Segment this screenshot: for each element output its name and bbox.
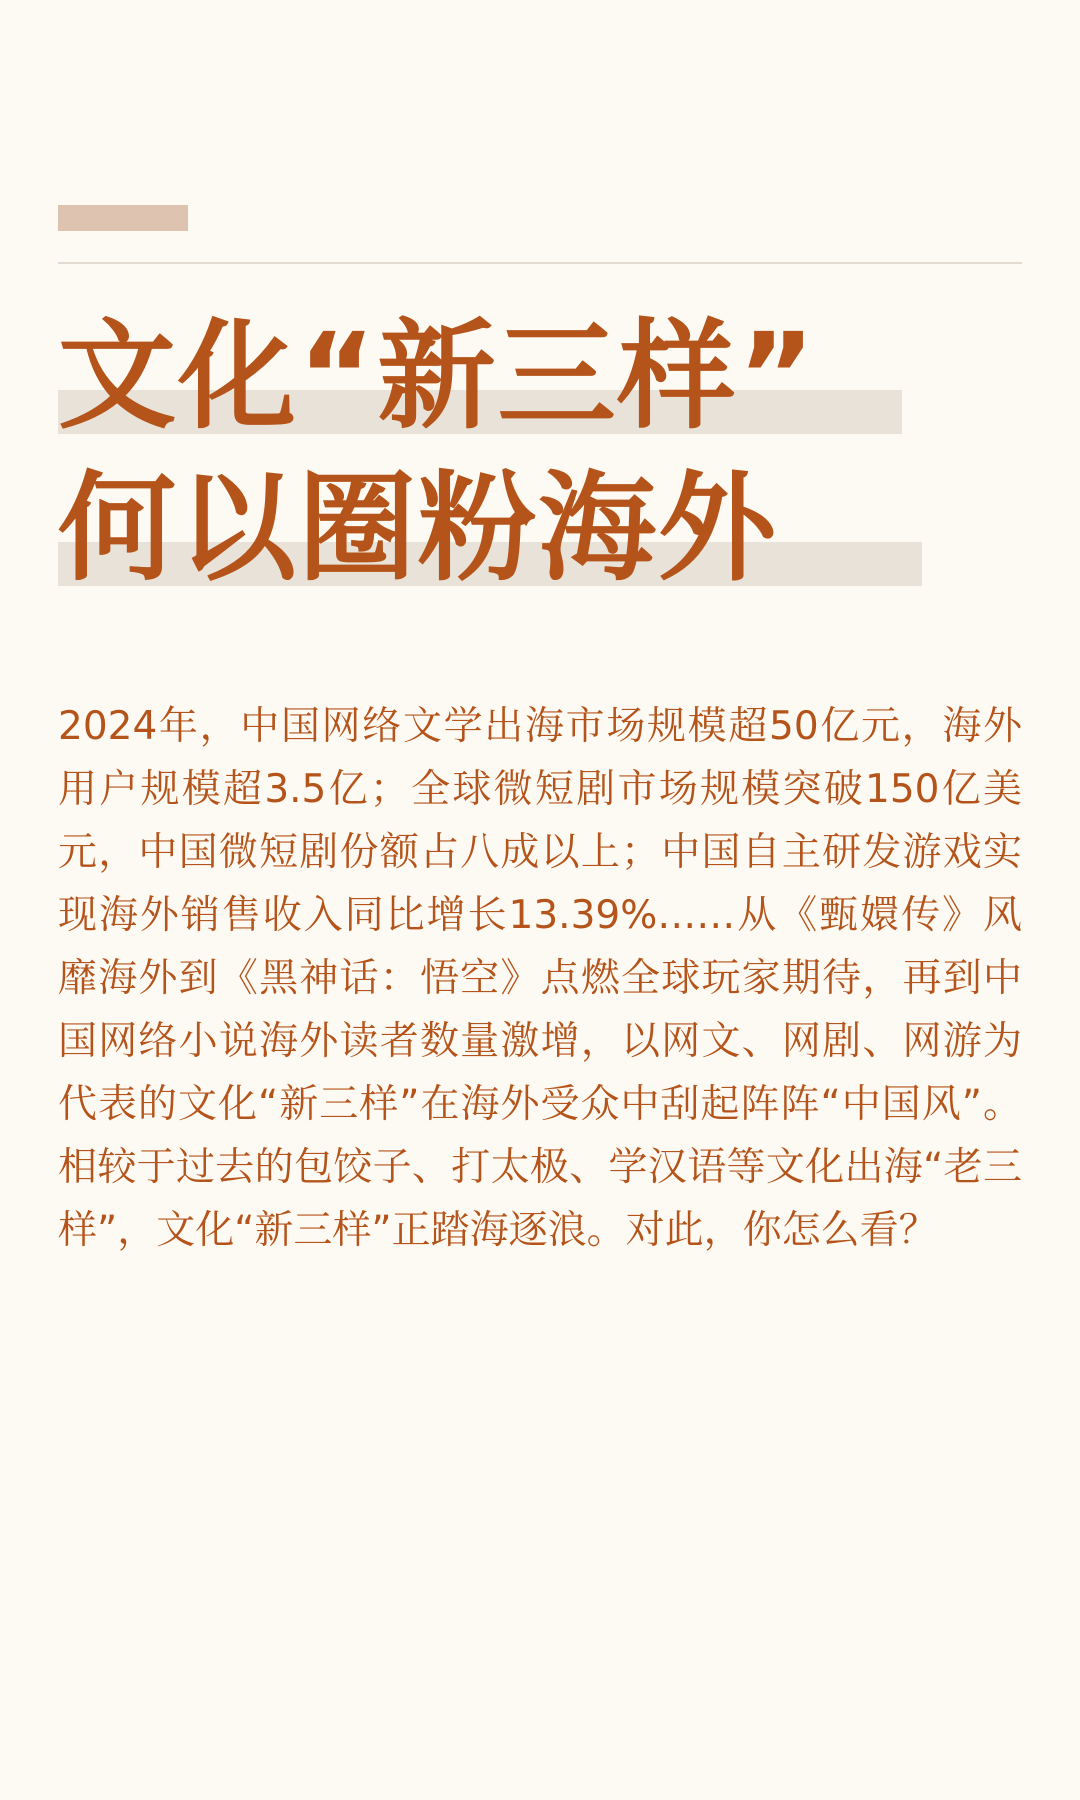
page-title [58,300,1028,604]
decorative-accent-bar [58,205,188,231]
title-line-2 [58,452,1028,604]
header-divider [58,262,1022,264]
title-text-2: 何以圈粉海外 [58,459,779,597]
body-paragraph: 2024年，中国网络文学出海市场规模超50亿元，海外用户规模超3.5亿；全球微短剧市场规模突破150亿美元，中国微短剧份额占八成以上；中国自主研发游戏实现海外销售收入同比增长13.39%……从《甄嬛传》风靡海外到《黑神话：悟空》点燃全球玩家期待，再到中国网络小说海外读者数量激增，以网文、网剧、网游为代表的文化“新三样”在海外受众中刮起阵阵“中国风”。相较于过去的包饺子、打太极、学汉语等文化出海“老三样”，文化“新三样”正踏海逐浪。对此，你怎么看？ [58,704,1022,1253]
body-container [58,695,1022,1262]
title-text-1: 文化“新三样” [58,307,818,445]
title-line-1 [58,300,1028,452]
